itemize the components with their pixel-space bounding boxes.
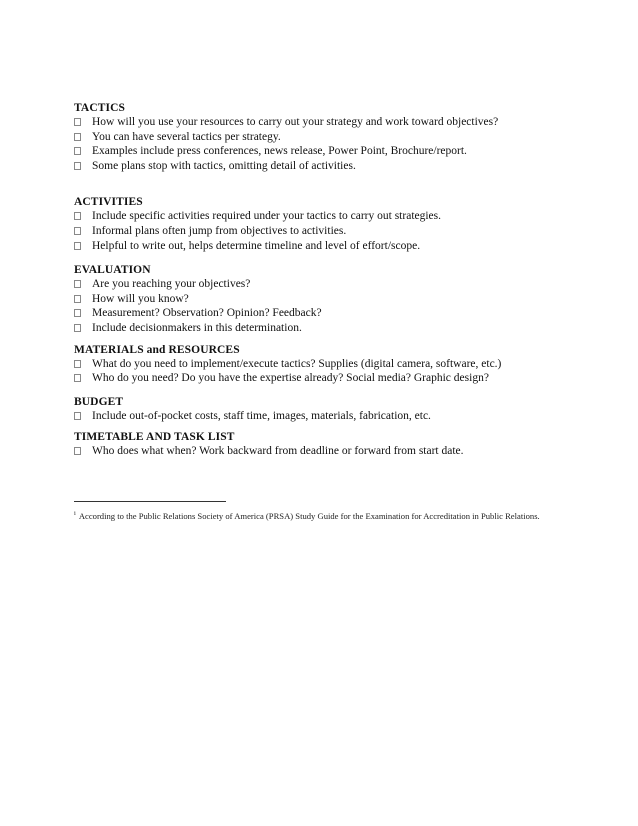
- section-materials-resources: [74, 343, 574, 386]
- checkbox-bullet-icon: [74, 360, 81, 368]
- list-item: [74, 224, 574, 239]
- checkbox-bullet-icon: [74, 242, 81, 250]
- checkbox-bullet-icon: [74, 295, 81, 303]
- list-item-text: Measurement? Observation? Opinion? Feedback?: [92, 307, 322, 320]
- list-item-text: Include specific activities required under your tactics to carry out strategies.: [92, 210, 442, 223]
- checkbox-bullet-icon: [74, 309, 81, 317]
- section-heading: ACTIVITIES: [74, 196, 143, 209]
- list-item: [74, 292, 574, 307]
- list-item: [74, 306, 574, 321]
- section-activities: [74, 195, 574, 253]
- checkbox-bullet-icon: [74, 374, 81, 382]
- list-item: [74, 115, 574, 130]
- list-item: [74, 144, 574, 159]
- list-item: [74, 130, 574, 145]
- list-item: [74, 357, 574, 372]
- list-item-text: What do you need to implement/execute tactics? Supplies (digital camera, software, etc.): [92, 357, 502, 370]
- section-heading: TACTICS: [74, 102, 125, 114]
- section-tactics: [74, 101, 574, 173]
- checkbox-bullet-icon: [74, 412, 81, 420]
- list-item-text: Who do you need? Do you have the expertise already? Social media? Graphic design?: [92, 372, 489, 385]
- list-item-text: How will you use your resources to carry out your strategy and work toward objectives?: [92, 116, 499, 128]
- section-heading: BUDGET: [74, 395, 124, 408]
- section-heading: TIMETABLE AND TASK LIST: [74, 431, 235, 444]
- footnote: [74, 507, 564, 523]
- list-item: [74, 209, 574, 224]
- list-item-text: How will you know?: [92, 292, 189, 305]
- list-item: [74, 321, 574, 336]
- checkbox-bullet-icon: [74, 133, 81, 141]
- list-item: [74, 409, 574, 424]
- list-item: [74, 239, 574, 254]
- list-item: [74, 444, 574, 459]
- checkbox-bullet-icon: [74, 447, 81, 455]
- section-timetable-task-list: [74, 430, 574, 459]
- section-evaluation: [74, 263, 574, 335]
- list-item: [74, 277, 574, 292]
- checkbox-bullet-icon: [74, 212, 81, 220]
- footnote-marker: i: [74, 510, 76, 517]
- document-body: [74, 101, 574, 459]
- list-item-text: Some plans stop with tactics, omitting detail of activities.: [92, 159, 356, 172]
- checkbox-bullet-icon: [74, 118, 81, 126]
- list-item-text: Who does what when? Work backward from deadline or forward from start date.: [92, 445, 464, 458]
- footnote-divider: [74, 501, 226, 502]
- list-item-text: Examples include press conferences, news release, Power Point, Brochure/report.: [92, 145, 467, 158]
- checkbox-bullet-icon: [74, 227, 81, 235]
- list-item-text: Helpful to write out, helps determine timeline and level of effort/scope.: [92, 239, 421, 252]
- checkbox-bullet-icon: [74, 147, 81, 155]
- section-heading: EVALUATION: [74, 264, 151, 277]
- list-item: [74, 371, 574, 386]
- list-item-text: Include decisionmakers in this determination.: [92, 321, 302, 334]
- section-heading: MATERIALS and RESOURCES: [74, 343, 240, 356]
- footnote-text: According to the Public Relations Society of America (PRSA) Study Guide for the Examination for Accreditation in Public Relations.: [78, 510, 540, 521]
- checkbox-bullet-icon: [74, 324, 81, 332]
- section-budget: [74, 395, 574, 424]
- list-item: [74, 159, 574, 174]
- list-item-text: Are you reaching your objectives?: [92, 278, 251, 291]
- checkbox-bullet-icon: [74, 162, 81, 170]
- checkbox-bullet-icon: [74, 280, 81, 288]
- list-item-text: Informal plans often jump from objectives to activities.: [92, 224, 347, 237]
- list-item-text: Include out-of-pocket costs, staff time, images, materials, fabrication, etc.: [92, 409, 431, 422]
- list-item-text: You can have several tactics per strategy.: [92, 130, 281, 143]
